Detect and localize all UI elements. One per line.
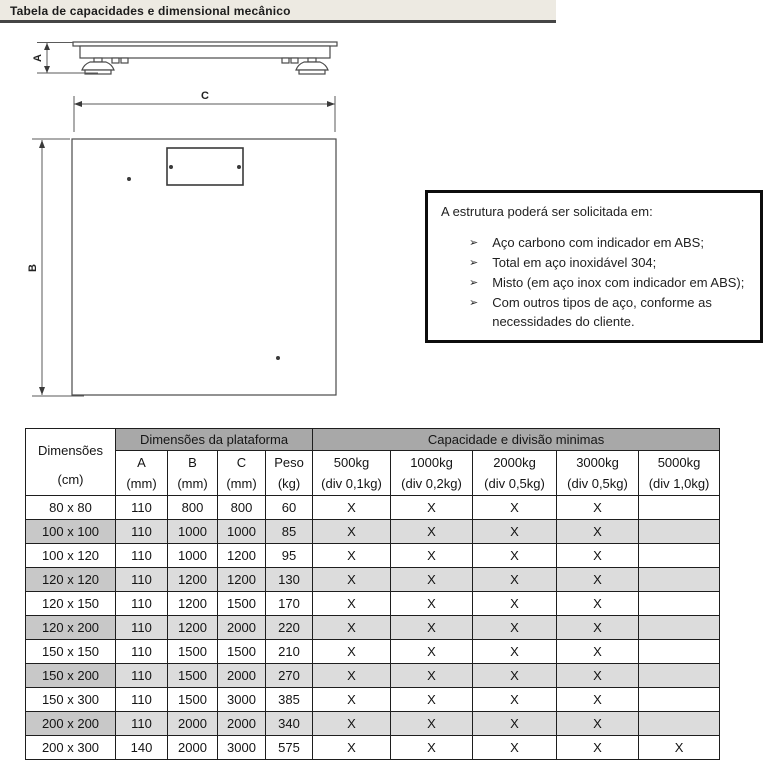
col-header-dimensoes-line2: (cm)	[57, 472, 84, 487]
value-cell: 1000	[168, 520, 218, 544]
infobox-item	[469, 273, 752, 292]
capacity-mark-cell: X	[391, 712, 473, 736]
value-cell: 2000	[168, 712, 218, 736]
capacity-mark-cell: X	[391, 664, 473, 688]
mount-point-dot	[127, 177, 131, 181]
value-cell: 110	[116, 712, 168, 736]
capacity-mark-cell: X	[313, 712, 391, 736]
capacity-mark-cell: X	[473, 616, 557, 640]
infobox-item	[469, 253, 752, 272]
table-row	[26, 688, 720, 712]
value-cell: 800	[218, 496, 266, 520]
capacity-mark-cell: X	[557, 664, 639, 688]
value-cell: 1200	[218, 568, 266, 592]
col-header-dimensoes-line1: Dimensões	[37, 443, 104, 458]
value-cell: 2000	[168, 736, 218, 760]
value-cell: 2000	[218, 712, 266, 736]
capacity-mark-cell	[639, 496, 720, 520]
capacity-mark-cell: X	[557, 616, 639, 640]
arrow-bullet-icon: ➢	[469, 237, 479, 249]
value-cell: 110	[116, 544, 168, 568]
capacity-mark-cell	[639, 640, 720, 664]
value-cell: 270	[266, 664, 313, 688]
value-cell: 110	[116, 568, 168, 592]
capacity-table-header	[26, 429, 720, 496]
platform-top-view	[27, 90, 336, 396]
table-row	[26, 520, 720, 544]
capacity-mark-cell: X	[557, 544, 639, 568]
capacity-mark-cell	[639, 688, 720, 712]
value-cell: 110	[116, 592, 168, 616]
table-row	[26, 664, 720, 688]
capacity-mark-cell: X	[473, 688, 557, 712]
table-row	[26, 616, 720, 640]
capacity-mark-cell: X	[313, 568, 391, 592]
value-cell: 3000	[218, 688, 266, 712]
mount-point-dot	[276, 356, 280, 360]
value-cell: 1200	[168, 616, 218, 640]
capacity-mark-cell: X	[557, 496, 639, 520]
dimension-cell: 200 x 200	[26, 712, 116, 736]
capacity-mark-cell: X	[391, 616, 473, 640]
value-cell: 385	[266, 688, 313, 712]
value-cell: 110	[116, 664, 168, 688]
infobox-item-text: Com outros tipos de aço, conforme as necessidades do cliente.	[492, 295, 712, 329]
capacity-mark-cell: X	[473, 640, 557, 664]
value-cell: 1500	[168, 664, 218, 688]
arrow-bullet-icon: ➢	[469, 297, 479, 309]
infobox-item-text: Aço carbono com indicador em ABS;	[492, 235, 704, 250]
capacity-mark-cell: X	[391, 688, 473, 712]
infobox-item	[469, 233, 752, 252]
value-cell: 1200	[168, 592, 218, 616]
capacity-mark-cell	[639, 616, 720, 640]
col-header-b: B (mm)	[168, 451, 218, 496]
capacity-mark-cell: X	[391, 568, 473, 592]
infobox-heading: A estrutura poderá ser solicitada em:	[441, 204, 653, 219]
platform-side-view	[32, 42, 337, 74]
value-cell: 2000	[218, 616, 266, 640]
value-cell: 110	[116, 688, 168, 712]
value-cell: 1500	[168, 688, 218, 712]
capacity-mark-cell: X	[473, 568, 557, 592]
col-header-2000kg: 2000kg (div 0,5kg)	[473, 451, 557, 496]
capacity-mark-cell: X	[391, 736, 473, 760]
value-cell: 60	[266, 496, 313, 520]
infobox-item-text: Misto (em aço inox com indicador em ABS);	[492, 275, 745, 290]
table-row	[26, 640, 720, 664]
table-row	[26, 712, 720, 736]
value-cell: 220	[266, 616, 313, 640]
value-cell: 1200	[218, 544, 266, 568]
col-header-3000kg: 3000kg (div 0,5kg)	[557, 451, 639, 496]
capacity-mark-cell: X	[313, 616, 391, 640]
infobox-item	[469, 293, 752, 331]
capacity-mark-cell: X	[557, 640, 639, 664]
capacity-mark-cell: X	[391, 592, 473, 616]
value-cell: 170	[266, 592, 313, 616]
capacity-mark-cell: X	[557, 736, 639, 760]
capacity-mark-cell: X	[313, 664, 391, 688]
table-row	[26, 736, 720, 760]
capacity-mark-cell: X	[557, 568, 639, 592]
col-header-a: A (mm)	[116, 451, 168, 496]
value-cell: 1000	[218, 520, 266, 544]
dimension-cell: 200 x 300	[26, 736, 116, 760]
value-cell: 1000	[168, 544, 218, 568]
value-cell: 95	[266, 544, 313, 568]
capacity-table	[25, 428, 720, 760]
col-header-peso: Peso (kg)	[266, 451, 313, 496]
capacity-mark-cell: X	[473, 712, 557, 736]
table-row	[26, 496, 720, 520]
capacity-mark-cell	[639, 520, 720, 544]
group-header-capacidade: Capacidade e divisão minimas	[313, 429, 720, 451]
capacity-mark-cell: X	[473, 736, 557, 760]
arrow-bullet-icon: ➢	[469, 257, 479, 269]
structure-options-box	[425, 190, 763, 343]
capacity-mark-cell: X	[391, 496, 473, 520]
capacity-mark-cell: X	[557, 520, 639, 544]
dimension-cell: 150 x 150	[26, 640, 116, 664]
capacity-mark-cell: X	[313, 592, 391, 616]
adjustable-foot-right	[282, 58, 328, 74]
value-cell: 2000	[218, 664, 266, 688]
capacity-mark-cell: X	[473, 664, 557, 688]
value-cell: 85	[266, 520, 313, 544]
col-header-c: C (mm)	[218, 451, 266, 496]
col-header-500kg: 500kg (div 0,1kg)	[313, 451, 391, 496]
capacity-mark-cell: X	[557, 592, 639, 616]
value-cell: 3000	[218, 736, 266, 760]
table-row	[26, 544, 720, 568]
value-cell: 1500	[168, 640, 218, 664]
value-cell: 575	[266, 736, 313, 760]
capacity-mark-cell: X	[557, 712, 639, 736]
dimension-cell: 80 x 80	[26, 496, 116, 520]
value-cell: 210	[266, 640, 313, 664]
group-header-plataforma: Dimensões da plataforma	[116, 429, 313, 451]
capacity-mark-cell	[639, 592, 720, 616]
dimension-cell: 120 x 150	[26, 592, 116, 616]
platform-technical-drawing	[0, 0, 380, 420]
capacity-mark-cell: X	[473, 544, 557, 568]
capacity-mark-cell: X	[557, 688, 639, 712]
capacity-table-body	[26, 496, 720, 760]
value-cell: 130	[266, 568, 313, 592]
infobox-list	[441, 233, 752, 331]
dimension-cell: 150 x 300	[26, 688, 116, 712]
dimension-cell: 100 x 120	[26, 544, 116, 568]
capacity-mark-cell: X	[313, 640, 391, 664]
value-cell: 110	[116, 496, 168, 520]
dimension-cell: 150 x 200	[26, 664, 116, 688]
capacity-mark-cell: X	[391, 520, 473, 544]
capacity-mark-cell: X	[313, 736, 391, 760]
dimension-c	[74, 90, 335, 132]
value-cell: 1200	[168, 568, 218, 592]
col-header-5000kg: 5000kg (div 1,0kg)	[639, 451, 720, 496]
capacity-mark-cell: X	[313, 520, 391, 544]
dimension-a-label: A	[32, 54, 44, 62]
value-cell: 110	[116, 640, 168, 664]
dimension-cell: 100 x 100	[26, 520, 116, 544]
capacity-mark-cell: X	[391, 544, 473, 568]
capacity-mark-cell: X	[473, 592, 557, 616]
value-cell: 800	[168, 496, 218, 520]
page-title: Tabela de capacidades e dimensional mecânico	[10, 4, 291, 18]
value-cell: 110	[116, 520, 168, 544]
value-cell: 1500	[218, 640, 266, 664]
capacity-mark-cell: X	[313, 496, 391, 520]
table-row	[26, 592, 720, 616]
dimension-b-label: B	[27, 264, 39, 272]
capacity-mark-cell: X	[473, 496, 557, 520]
capacity-mark-cell: X	[313, 688, 391, 712]
capacity-mark-cell	[639, 544, 720, 568]
capacity-mark-cell	[639, 712, 720, 736]
adjustable-foot-left	[82, 58, 128, 74]
capacity-mark-cell: X	[473, 520, 557, 544]
capacity-mark-cell: X	[313, 544, 391, 568]
value-cell: 140	[116, 736, 168, 760]
capacity-mark-cell: X	[391, 640, 473, 664]
value-cell: 110	[116, 616, 168, 640]
infobox-item-text: Total em aço inoxidável 304;	[492, 255, 657, 270]
value-cell: 340	[266, 712, 313, 736]
col-header-dimensoes	[26, 429, 116, 496]
capacity-mark-cell: X	[639, 736, 720, 760]
junction-box	[167, 148, 243, 185]
capacity-mark-cell	[639, 664, 720, 688]
dimension-c-label: C	[201, 90, 209, 102]
table-row	[26, 568, 720, 592]
value-cell: 1500	[218, 592, 266, 616]
capacity-mark-cell	[639, 568, 720, 592]
dimension-cell: 120 x 120	[26, 568, 116, 592]
col-header-1000kg: 1000kg (div 0,2kg)	[391, 451, 473, 496]
dimension-cell: 120 x 200	[26, 616, 116, 640]
arrow-bullet-icon: ➢	[469, 277, 479, 289]
